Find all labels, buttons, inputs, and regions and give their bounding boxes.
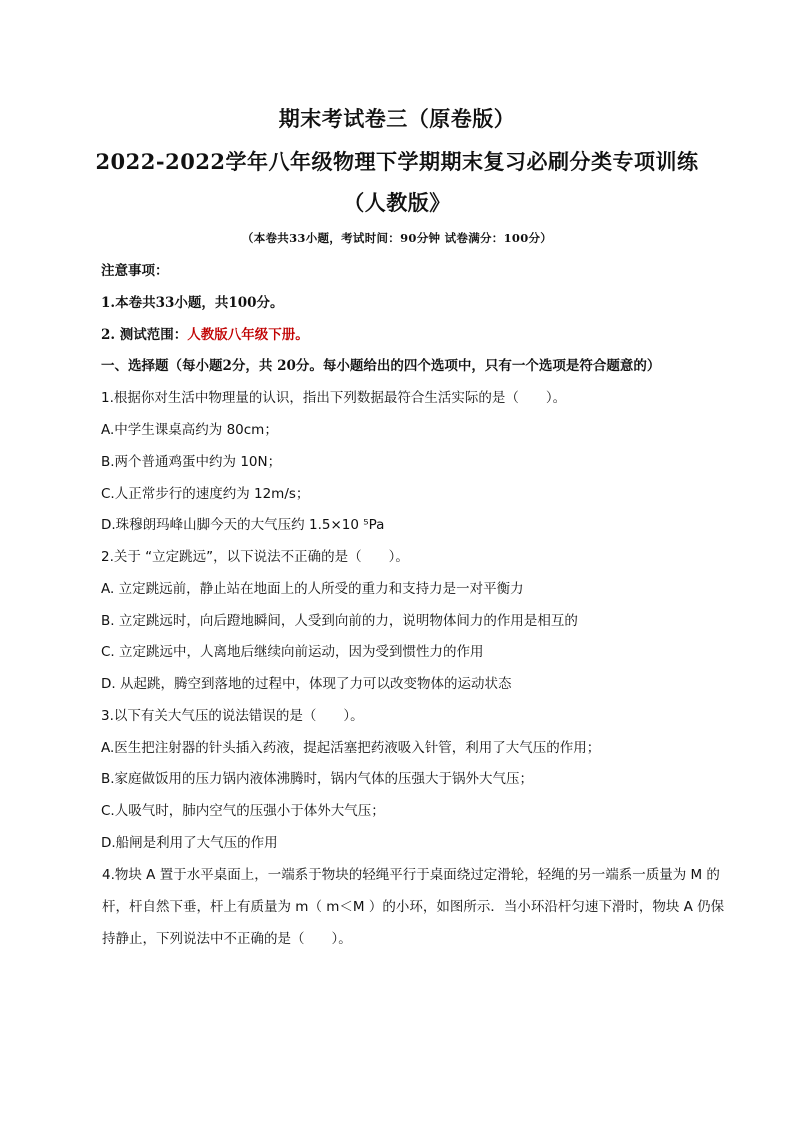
question-1-option-c: C.人正常步行的速度约为 12m/s；	[101, 486, 310, 502]
question-3-option-d: D.船闸是利用了大气压的作用	[101, 835, 278, 851]
question-1-option-d: D.珠穆朗玛峰山脚今天的大气压约 1.5×10 ⁵Pa	[101, 517, 385, 533]
notes-item-2-label: 2. 测试范围：	[101, 327, 188, 343]
question-2-stem: 2.关于 “立定跳远”，以下说法不正确的是（ ）。	[101, 549, 409, 565]
notes-item-2	[101, 326, 309, 344]
exam-series-title: 2022-2022学年八年级物理下学期期末复习必刷分类专项训练	[95, 149, 699, 174]
question-3-option-b: B.家庭做饭用的压力锅内液体沸腾时，锅内气体的压强大于锅外大气压；	[101, 771, 534, 787]
notes-heading: 注意事项：	[101, 263, 169, 279]
question-4-stem	[72, 859, 732, 955]
question-2-option-a: A. 立定跳远前，静止站在地面上的人所受的重力和支持力是一对平衡力	[101, 581, 524, 597]
question-2-option-b: B. 立定跳远时，向后蹬地瞬间，人受到向前的力，说明物体间力的作用是相互的	[101, 613, 578, 629]
test-scope: 人教版八年级下册。	[187, 327, 309, 343]
question-3-stem: 3.以下有关大气压的说法错误的是（ ）。	[101, 708, 364, 724]
question-1-option-a: A.中学生课桌高约为 80cm；	[101, 422, 278, 438]
exam-title: 期末考试卷三（原卷版）	[278, 106, 516, 131]
question-3-option-a: A.医生把注射器的针头插入药液，提起活塞把药液吸入针管，利用了大气压的作用；	[101, 740, 601, 756]
question-1-stem: 1.根据你对生活中物理量的认识，指出下列数据最符合生活实际的是（ ）。	[101, 390, 567, 406]
question-2-option-d: D. 从起跳，腾空到落地的过程中，体现了力可以改变物体的运动状态	[101, 676, 512, 692]
question-4-text: 4.物块 A 置于水平桌面上，一端系于物块的轻绳平行于桌面绕过定滑轮，轻绳的另一端系一质量为 M 的杆，杆自然下垂，杆上有质量为 m（ m＜M ）的小环，如图所示．当小环沿杆匀速下滑时，物块 A 仍保持静止，下列说法中不正确的是（ ）。	[102, 867, 725, 947]
question-3-option-c: C.人吸气时，肺内空气的压强小于体外大气压；	[101, 803, 385, 819]
section-heading: 一、选择题（每小题2分，共 20分。每小题给出的四个选项中，只有一个选项是符合题意的）	[101, 358, 661, 374]
question-2-option-c: C. 立定跳远中，人离地后继续向前运动，因为受到惯性力的作用	[101, 644, 484, 660]
question-1-option-b: B.两个普通鸡蛋中约为 10N；	[101, 454, 282, 470]
notes-item-1: 1.本卷共33小题，共100分。	[101, 295, 284, 311]
exam-info: （本卷共33小题，考试时间：90分钟 试卷满分：100分）	[241, 231, 553, 245]
exam-edition: （人教版》	[343, 190, 451, 215]
